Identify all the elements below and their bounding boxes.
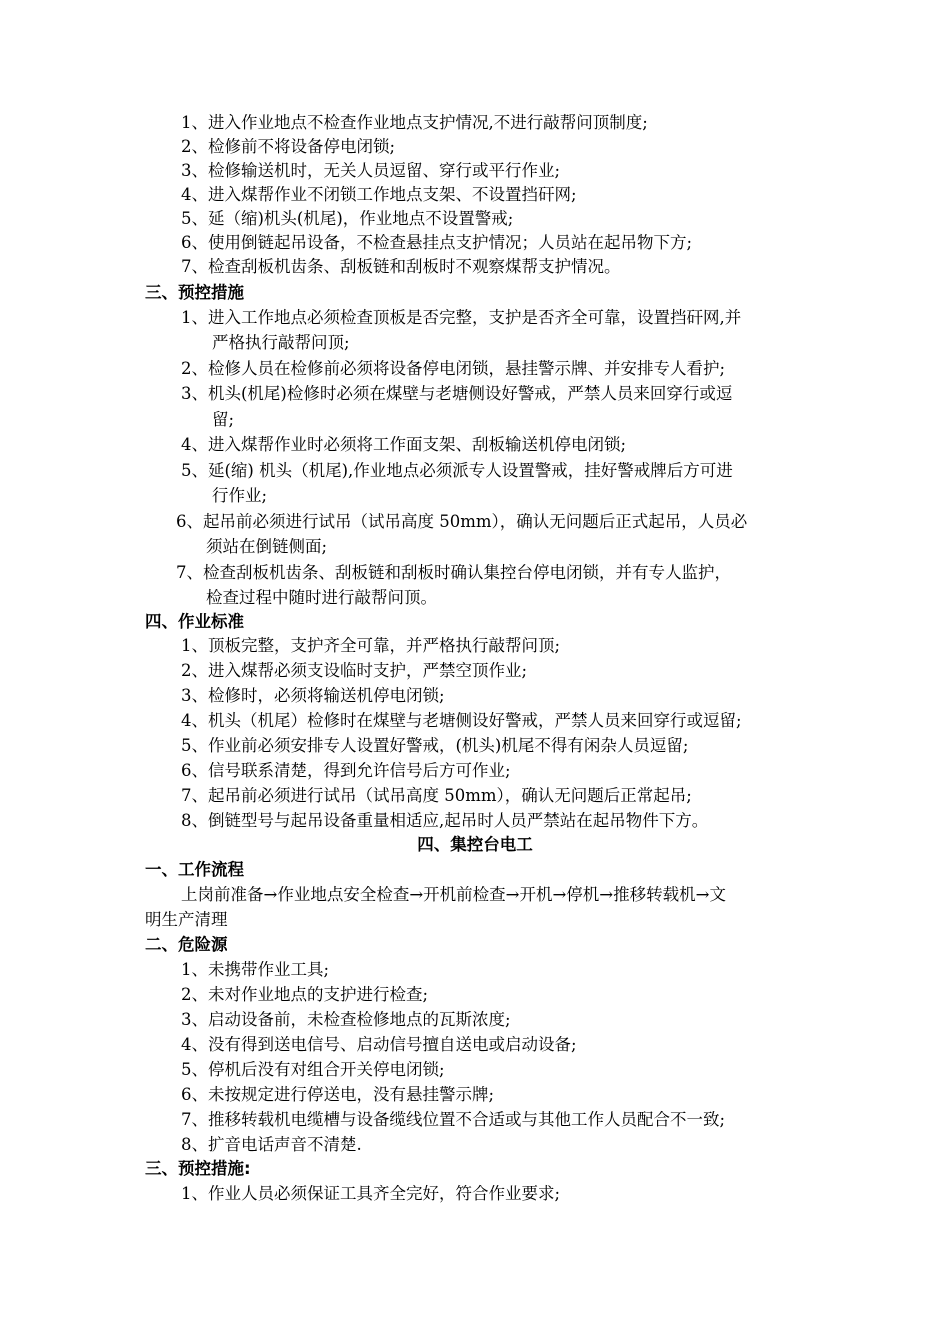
control-item-2: 2、检修人员在检修前必须将设备停电闭锁，悬挂警示牌、并安排专人看护;: [181, 359, 726, 378]
control-item-1-line-2: 严格执行敲帮问顶;: [212, 333, 350, 352]
hazard-item-4: 4、进入煤帮作业不闭锁工作地点支架、不设置挡矸网;: [181, 185, 577, 204]
chapter-title: 四、集控台电工: [417, 835, 533, 854]
hazard-b-item-3: 3、启动设备前，未检查检修地点的瓦斯浓度;: [181, 1010, 511, 1029]
standard-item-5: 5、作业前必须安排专人设置好警戒，(机头)机尾不得有闲杂人员逗留;: [181, 736, 689, 755]
hazard-item-3: 3、检修输送机时，无关人员逗留、穿行或平行作业;: [181, 161, 561, 180]
standard-item-4: 4、机头（机尾）检修时在煤壁与老塘侧设好警戒，严禁人员来回穿行或逗留;: [181, 711, 742, 730]
control-item-6-line-1: 6、起吊前必须进行试吊（试吊高度 50mm），确认无问题后正式起吊，人员必: [176, 512, 748, 531]
control-item-3-line-2: 留;: [212, 410, 235, 429]
hazard-b-item-6: 6、未按规定进行停送电，没有悬挂警示牌;: [181, 1085, 495, 1104]
control-item-7-line-1: 7、检查刮板机齿条、刮板链和刮板时确认集控台停电闭锁，并有专人监护，: [176, 563, 731, 582]
workflow-line-1: 上岗前准备→作业地点安全检查→开机前检查→开机→停机→推移转载机→文: [181, 885, 726, 904]
hazard-item-2: 2、检修前不将设备停电闭锁;: [181, 137, 396, 156]
hazard-item-6: 6、使用倒链起吊设备，不检查悬挂点支护情况；人员站在起吊物下方;: [181, 233, 693, 252]
control-item-6-line-2: 须站在倒链侧面;: [206, 537, 328, 556]
standard-item-1: 1、顶板完整，支护齐全可靠，并严格执行敲帮问顶;: [181, 636, 561, 655]
standard-item-3: 3、检修时，必须将输送机停电闭锁;: [181, 686, 445, 705]
standard-item-6: 6、信号联系清楚，得到允许信号后方可作业;: [181, 761, 511, 780]
control-item-3-line-1: 3、机头(机尾)检修时必须在煤壁与老塘侧设好警戒，严禁人员来回穿行或逗: [181, 384, 733, 403]
section-heading-control-measures-b: 三、预控措施:: [145, 1159, 251, 1178]
standard-item-7: 7、起吊前必须进行试吊（试吊高度 50mm），确认无问题后正常起吊;: [181, 786, 692, 805]
standard-item-2: 2、进入煤帮必须支设临时支护，严禁空顶作业;: [181, 661, 528, 680]
hazard-b-item-1: 1、未携带作业工具;: [181, 960, 330, 979]
hazard-b-item-2: 2、未对作业地点的支护进行检查;: [181, 985, 429, 1004]
control-item-4: 4、进入煤帮作业时必须将工作面支架、刮板输送机停电闭锁;: [181, 435, 627, 454]
control-item-5-line-2: 行作业;: [212, 486, 268, 505]
hazard-b-item-5: 5、停机后没有对组合开关停电闭锁;: [181, 1060, 445, 1079]
control-item-1-line-1: 1、进入工作地点必须检查顶板是否完整，支护是否齐全可靠，设置挡矸网,并: [181, 308, 742, 327]
workflow-line-2: 明生产清理: [145, 910, 228, 929]
section-heading-control-measures: 三、预控措施: [145, 283, 244, 302]
hazard-item-1: 1、进入作业地点不检查作业地点支护情况,不进行敲帮问顶制度;: [181, 113, 648, 132]
hazard-b-item-8: 8、扩音电话声音不清楚.: [181, 1135, 362, 1154]
section-heading-hazards: 二、危险源: [145, 935, 228, 954]
section-heading-workflow: 一、工作流程: [145, 860, 244, 879]
hazard-b-item-4: 4、没有得到送电信号、启动信号擅自送电或启动设备;: [181, 1035, 577, 1054]
control-b-item-1: 1、作业人员必须保证工具齐全完好，符合作业要求;: [181, 1184, 561, 1203]
control-item-7-line-2: 检查过程中随时进行敲帮问顶。: [206, 588, 437, 607]
hazard-item-7: 7、检查刮板机齿条、刮板链和刮板时不观察煤帮支护情况。: [181, 257, 621, 276]
control-item-5-line-1: 5、延(缩) 机头（机尾),作业地点必须派专人设置警戒，挂好警戒牌后方可进: [181, 461, 733, 480]
standard-item-8: 8、倒链型号与起吊设备重量相适应,起吊时人员严禁站在起吊物件下方。: [181, 811, 709, 830]
hazard-b-item-7: 7、推移转载机电缆槽与设备缆线位置不合适或与其他工作人员配合不一致;: [181, 1110, 726, 1129]
section-heading-work-standards: 四、作业标准: [145, 612, 244, 631]
hazard-item-5: 5、延（缩)机头(机尾)，作业地点不设置警戒;: [181, 209, 514, 228]
